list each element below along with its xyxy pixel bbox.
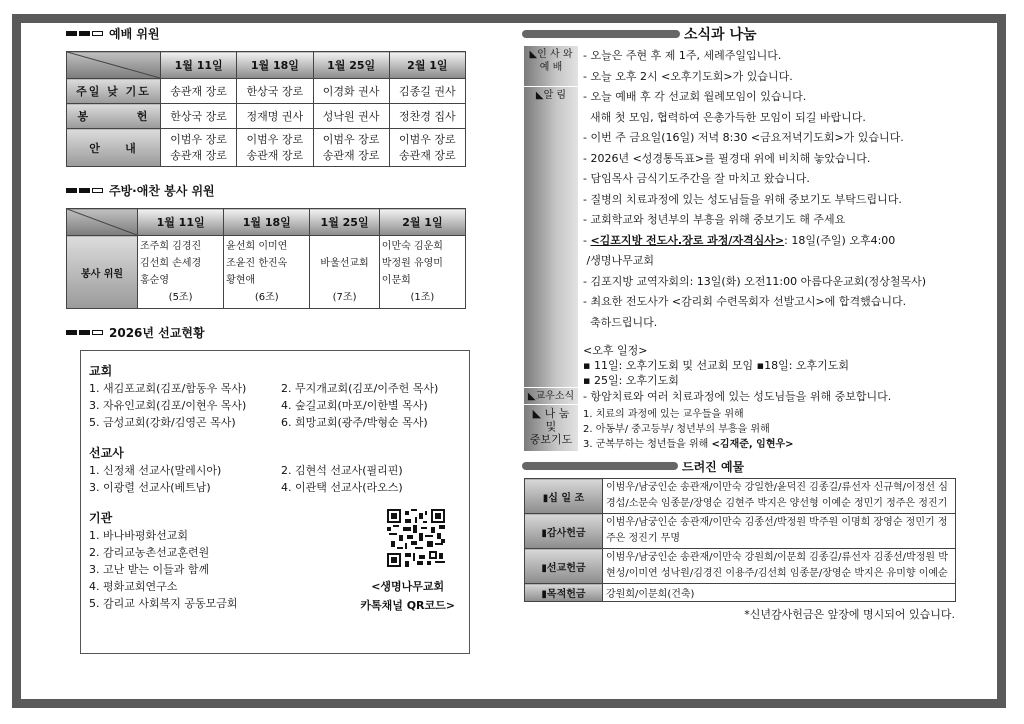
offering-table	[524, 478, 956, 602]
left-column	[66, 24, 466, 654]
table-row: ▮십 일 조 이범우/남궁인순 송관재/이만숙 강일한/윤덕진 김종길/류선자 신규혁/이정선 심경섭/소문숙 임종문/장영순 김현주 박지은 양선형 이예순 정민기 정주은 정진기	[525, 479, 956, 514]
table-row: 봉사 위원 조주희 김경진 김선희 손세경 홍순영 (5조) 윤선희 이미연 조윤진 한진옥 황현애 (6조) 바울선교회 (7조) 이만숙 김운희 박정원 유영미 이문희 (1조)	[67, 236, 466, 309]
title-bar	[522, 30, 680, 38]
qr-code-icon[interactable]	[387, 509, 445, 567]
title-bar	[522, 462, 678, 470]
label-notice: ◣알 림	[524, 87, 578, 388]
label-share: ◣ 나 눔 및 중보기도	[524, 405, 578, 452]
qr-caption: <생명나무교회 카톡채널 QR코드>	[360, 580, 455, 612]
worship-table	[66, 51, 466, 167]
table-row: ▮선교헌금 이범우/남궁인순 송관재/이만숙 강원희/이문희 김종길/류선자 김종선/박정원 박현성/이미연 성낙원/김경진 이용주/김선희 임종문/장영순 박지은 유미향 이예순	[525, 549, 956, 584]
section-marker-icon	[66, 330, 103, 335]
offering-note: *신년감사헌금은 앞장에 명시되어 있습니다.	[744, 608, 955, 621]
missionary-list: 1. 신정채 선교사(말레시아) 2. 김현석 선교사(필리핀) 3. 이광렬 선교사(베트남) 4. 이관택 선교사(라오스)	[89, 464, 403, 494]
kitchen-title: 주방·애찬 봉사 위원	[66, 181, 466, 199]
date-header: 2월 1일	[389, 52, 465, 79]
church-list: 1. 새김포교회(김포/함동우 목사) 2. 무지개교회(김포/이주헌 목사) 3. 자유인교회(김포/이현우 목사) 4. 숲길교회(마포/이한별 목사) 5. 금성교회(강화/김영곤 목사) 6. 희망교회(광주/박형순 목사)	[89, 382, 439, 429]
label-fellow: ◣교우소식	[524, 388, 578, 405]
date-header: 1월 18일	[237, 52, 313, 79]
worship-title: 예배 위원	[66, 24, 466, 42]
table-row: 안 내 이범우 장로 송관재 장로 이범우 장로 송관재 장로 이범우 장로 송관재 장로 이범우 장로 송관재 장로	[67, 129, 466, 167]
diagonal-header-cell	[67, 209, 138, 236]
kitchen-table: 1월 11일 1월 18일 1월 25일 2월 1일 봉사 위원 조주희 김경진 김선희 손세경 홍순영 (5조) 윤선희 이미연 조윤진 한진옥 황현애 (6조) 바울선교회 (7조) 이만숙 김운희 박정원 유영미 이문희 (1조)	[66, 208, 466, 309]
date-header: 1월 25일	[313, 52, 389, 79]
table-row: ▮목적헌금 강원희/이문희(건축)	[525, 584, 956, 602]
section-marker-icon	[66, 188, 103, 193]
label-greeting: ◣인 사 와 예 배	[524, 46, 578, 87]
offer-title: 드려진 예물	[522, 456, 955, 476]
table-row: ▮감사헌금 이범우/남궁인순 송관재/이만숙 김종선/박정원 박주원 이명희 장영순 정민기 정주은 정진기 무명	[525, 514, 956, 549]
news-title: 소식과 나눔	[522, 24, 955, 44]
section-marker-icon	[66, 31, 103, 36]
mission-title: 2026년 선교현황	[66, 323, 466, 341]
date-header: 1월 11일	[161, 52, 237, 79]
table-row: 주일 낮 기도 송관재 장로 한상국 장로 이경화 권사 김종길 권사	[67, 79, 466, 104]
mission-box: 교회 1. 새김포교회(김포/함동우 목사) 2. 무지개교회(김포/이주헌 목사) 3. 자유인교회(김포/이현우 목사) 4. 숲길교회(마포/이한별 목사) 5. 금성교회(강화/김영곤 목사) 6. 희망교회(광주/박형순 목사) 선교사 1. 신정채 선교사(말레시아) 2. 김현석 선교사(필리핀) 3. 이광렬 선교사(베트남) 4. 이관택 선교사(라오스) 기관 1. 바나바평화선교회 2. 감리교농촌선교훈련원 3. 고난 받는 이들과 함께 4. 평화교회연구소 5. 감리교 사회복지 공동모금회 <생명나무교회 카톡채널 QR코드>	[80, 350, 470, 654]
institution-list: 1. 바나바평화선교회 2. 감리교농촌선교훈련원 3. 고난 받는 이들과 함께 4. 평화교회연구소 5. 감리교 사회복지 공동모금회	[89, 529, 238, 610]
table-row: 봉 헌 한상국 장로 정재명 권사 성낙원 권사 정찬경 집사	[67, 104, 466, 129]
right-column	[500, 24, 955, 622]
diagonal-header-cell	[67, 52, 161, 79]
news-section: ◣인 사 와 예 배 - 오늘은 주현 후 제 1주, 세례주일입니다. - 오늘 오후 2시 <오후기도회>가 있습니다. ◣알 림 - 오늘 예배 후 각 선교회 월례모임이 있습니다. 새해 첫 모임, 협력하여 은총가득한 모임이 되길 바랍니다. - 이번 주 금요일(16일) 저녁 8:30 <금요저녁기도회>가 있습니다. - 2026년 <성경통독표>를 필경대 위에 비치해 놓았습니다. - 담임목사 금식기도주간을 잘 마치고 왔습니다. - 질병의 치료과정에 있는 성도님들을 위해 중보기도 부탁드립니다. - 교회학교와 청년부의 부흥을 위해 중보기도 해 주세요 - <김포지방 전도사.장로 과정/자격심사>: 18일(주일) 오후4:00 /생명나무교회 - 김포지방 교역자회의: 13일(화) 오전11:00 아름다운교회(정상철목사) - 최요한 전도사가 <감리회 수련목회자 선발고시>에 합격했습니다. 축하드립니다. <오후 일정> ▪ 11일: 오후기도회 및 선교회 모임 ▪18일: 오후기도회 ▪ 25일: 오후기도회 ◣교우소식 - 항암치료와 여러 치료과정에 있는 성도님들을 위해 중보합니다. ◣ 나 눔 및 중보기도 1. 치료의 과정에 있는 교우들을 위해 2. 아동부/ 중고등부/ 청년부의 부흥을 위해 3. 군복무하는 청년들을 위해 <김재준, 임현우>	[524, 46, 956, 452]
